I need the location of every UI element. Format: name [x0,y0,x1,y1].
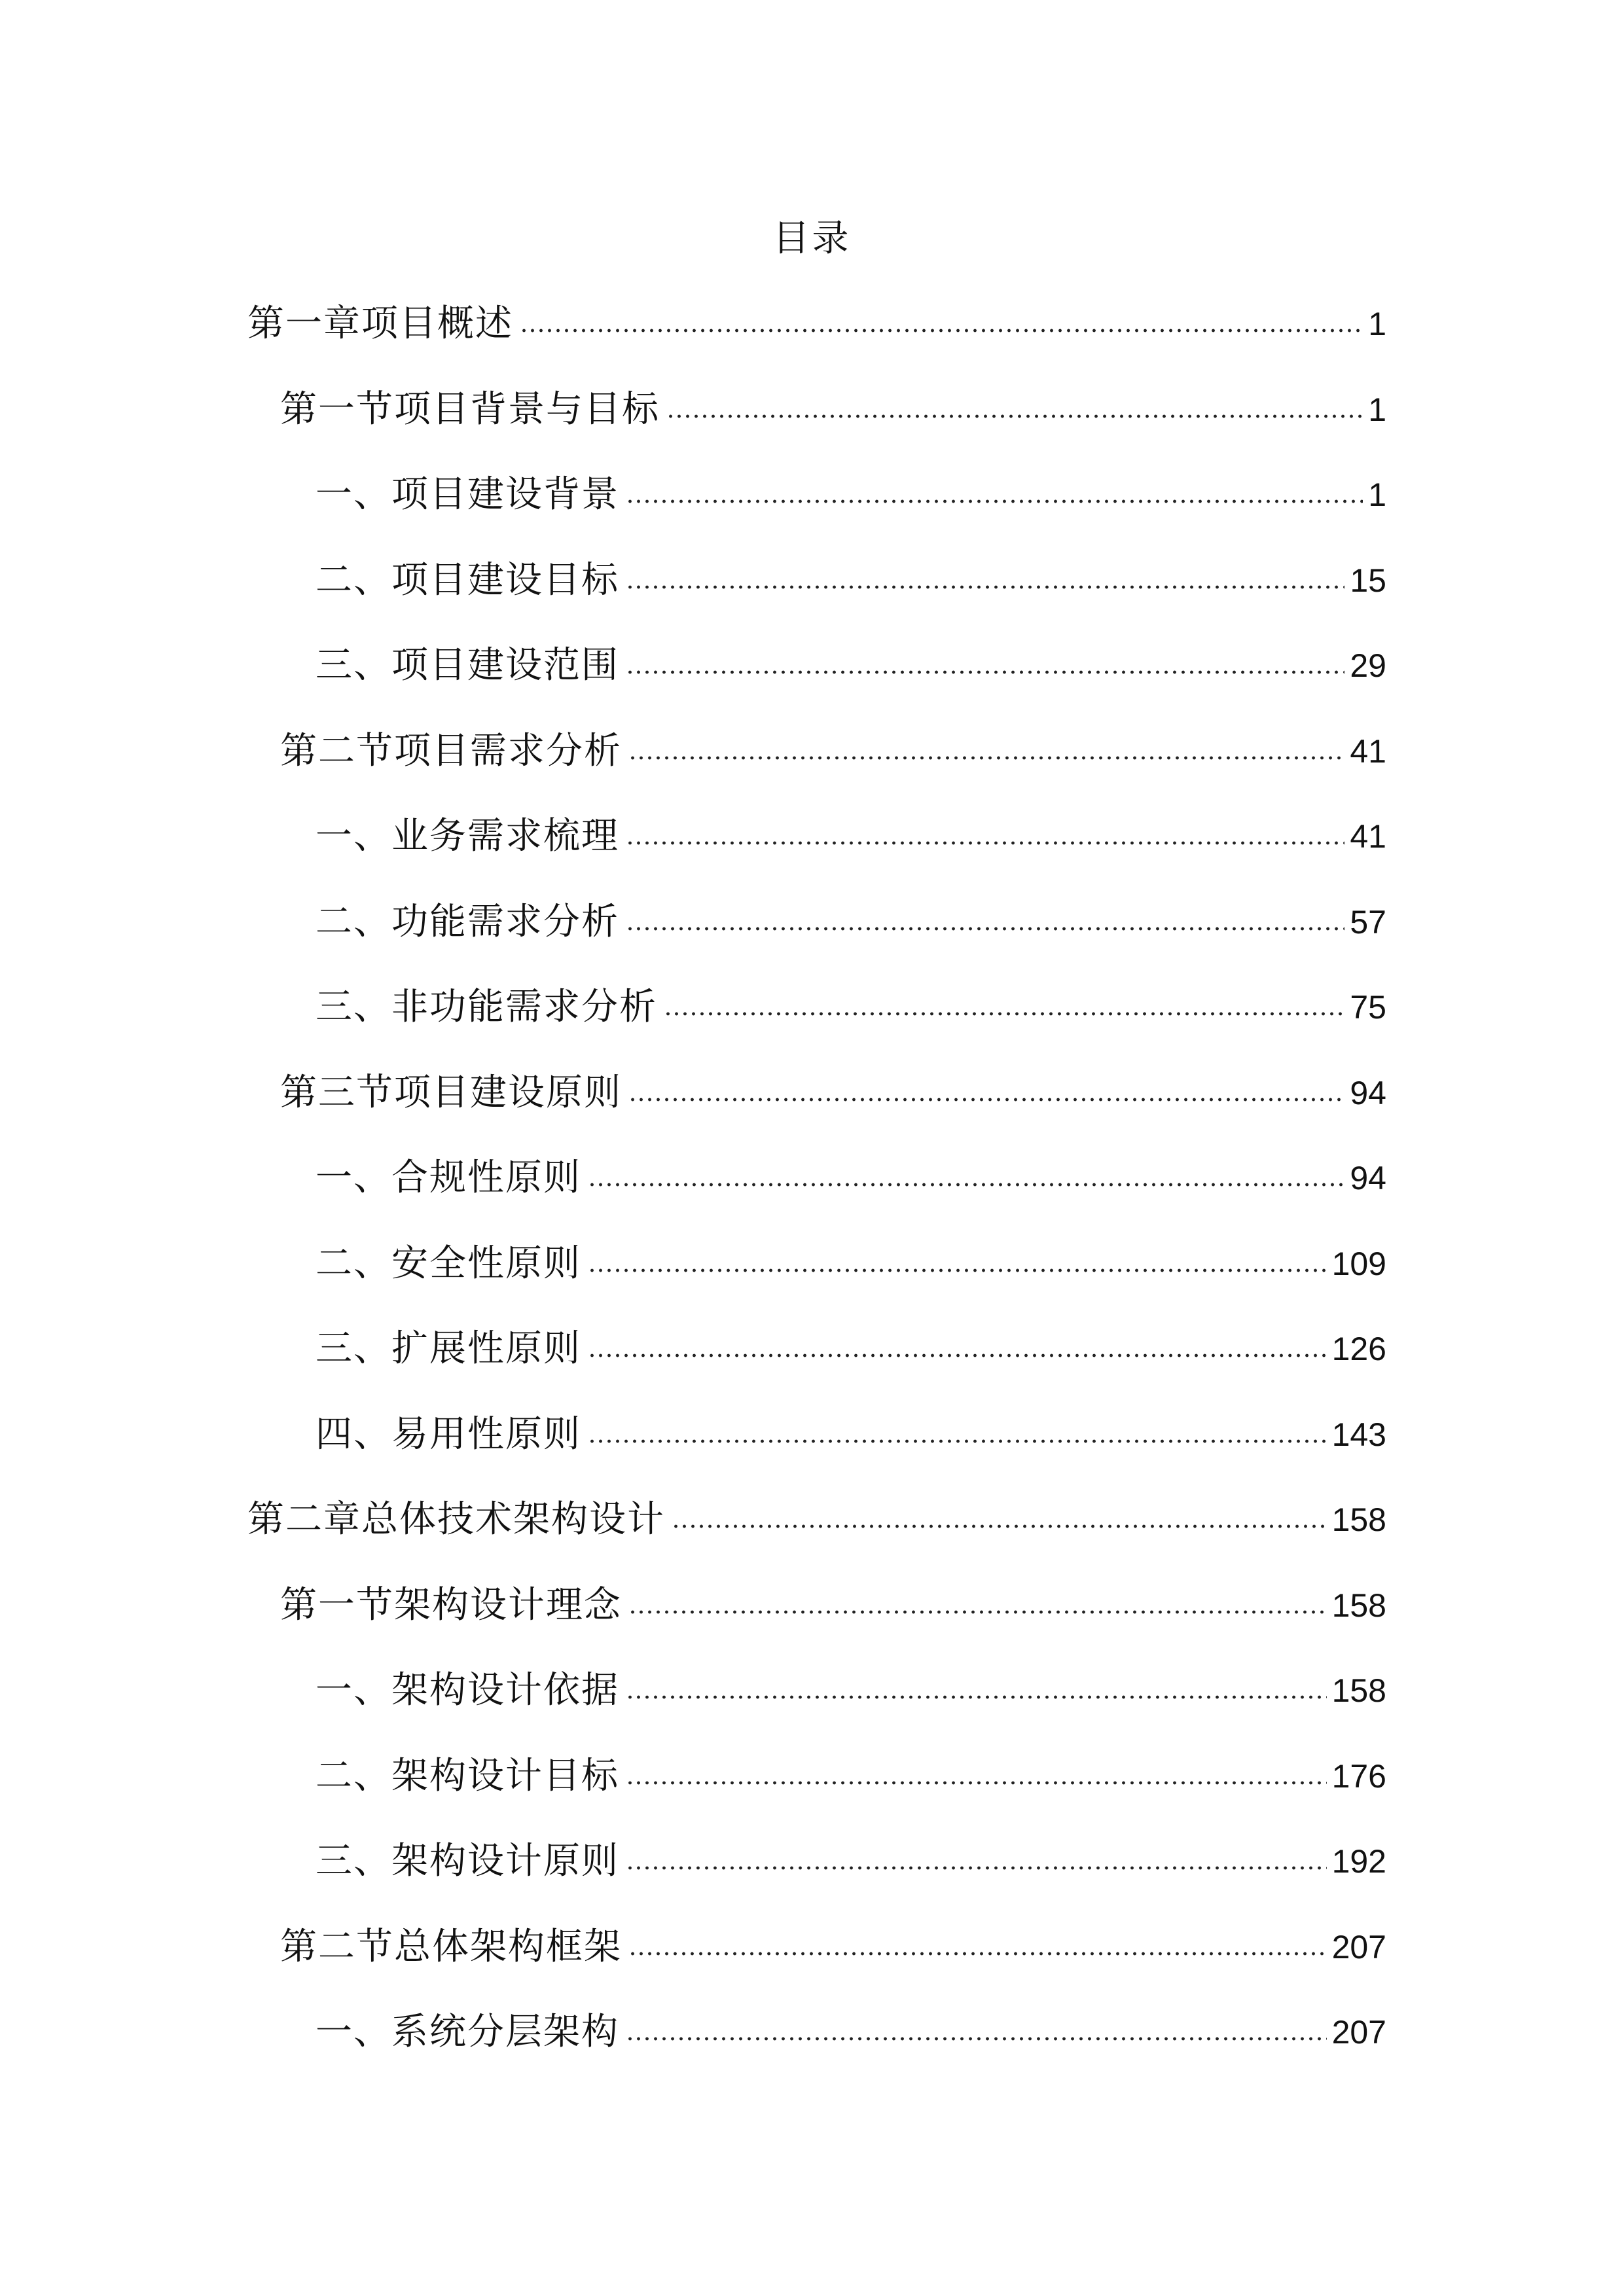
toc-entry[interactable] [316,1323,1386,1375]
toc-dot-leader [520,329,1363,332]
toc-entry[interactable] [316,1238,1386,1290]
toc-dot-leader [626,1866,1327,1870]
toc-dot-leader [588,1268,1327,1272]
toc-entry-page-number: 57 [1350,904,1386,941]
toc-dot-leader [588,1183,1344,1187]
toc-entry-label: 二、项目建设目标 [316,559,619,601]
toc-entry-label: 一、合规性原则 [316,1157,581,1199]
toc-dot-leader [628,1610,1327,1614]
toc-entry-label: 一、架构设计依据 [316,1669,619,1712]
toc-entry-label: 一、系统分层架构 [316,2011,619,2053]
toc-entry[interactable] [280,1579,1386,1632]
toc-dot-leader [626,1781,1327,1785]
toc-entry[interactable] [316,1835,1386,1888]
toc-entry-page-number: 15 [1350,562,1386,599]
toc-dot-leader [628,1952,1327,1956]
toc-entry-label: 第二节总体架构框架 [280,1926,622,1968]
toc-entry-page-number: 158 [1331,1501,1386,1538]
toc-entry[interactable] [247,1494,1386,1546]
toc-entry[interactable] [316,1664,1386,1717]
toc-entry[interactable] [316,639,1386,692]
toc-entry-page-number: 1 [1368,306,1386,342]
toc-entry-page-number: 158 [1331,1587,1386,1624]
toc-entry-page-number: 29 [1350,647,1386,684]
toc-entry-page-number: 207 [1331,2014,1386,2051]
toc-entry-page-number: 109 [1331,1246,1386,1282]
toc-entry-page-number: 41 [1350,733,1386,770]
toc-entry-label: 第一节项目背景与目标 [280,388,660,431]
toc-entry-label: 二、架构设计目标 [316,1755,619,1797]
toc-entry[interactable] [316,1408,1386,1461]
toc-dot-leader [626,585,1344,589]
toc-dot-leader [628,1098,1344,1102]
toc-entry-label: 第二章总体技术架构设计 [247,1498,665,1541]
toc-entry-page-number: 143 [1331,1416,1386,1453]
toc-entry-label: 三、项目建设范围 [316,644,619,687]
toc-entry-page-number: 75 [1350,989,1386,1026]
toc-entry-page-number: 1 [1368,391,1386,428]
toc-entry-label: 二、安全性原则 [316,1242,581,1285]
toc-dot-leader [626,1695,1327,1699]
page-title: 目录 [772,217,852,260]
toc-dot-leader [626,499,1363,503]
toc-entry-page-number: 94 [1350,1160,1386,1196]
toc-entry[interactable] [247,298,1386,350]
toc-entry-label: 四、易用性原则 [316,1413,581,1456]
toc-dot-leader [626,670,1344,674]
toc-entry[interactable] [280,1921,1386,1973]
toc-dot-leader [664,1012,1344,1016]
toc-entry-label: 第三节项目建设原则 [280,1071,622,1114]
toc-dot-leader [672,1524,1327,1528]
toc-dot-leader [626,927,1344,931]
toc-entry[interactable] [280,384,1386,436]
toc-entry-label: 三、架构设计原则 [316,1840,619,1882]
toc-entry[interactable] [280,725,1386,778]
toc-entry[interactable] [316,1152,1386,1204]
toc-entry-page-number: 176 [1331,1758,1386,1795]
toc-dot-leader [666,414,1363,418]
toc-dot-leader [626,2037,1327,2041]
toc-entry[interactable] [280,1067,1386,1119]
toc-entry-label: 一、业务需求梳理 [316,815,619,857]
toc-entry-page-number: 94 [1350,1075,1386,1111]
toc-entry[interactable] [316,1750,1386,1803]
toc-entry-page-number: 158 [1331,1672,1386,1709]
toc-dot-leader [626,841,1344,845]
toc-entry[interactable] [316,896,1386,948]
toc-dot-leader [588,1439,1327,1443]
toc-entry-label: 第二节项目需求分析 [280,730,622,772]
toc-entry-page-number: 41 [1350,818,1386,855]
toc-entry-page-number: 126 [1331,1331,1386,1367]
toc-entry[interactable] [316,981,1386,1033]
toc-entry-label: 三、扩展性原则 [316,1327,581,1370]
toc-entry-page-number: 207 [1331,1929,1386,1965]
toc-dot-leader [588,1354,1327,1357]
toc-entry-label: 一、项目建设背景 [316,473,619,516]
toc-dot-leader [628,756,1344,760]
toc-entry-page-number: 192 [1331,1843,1386,1880]
toc-entry-label: 第一节架构设计理念 [280,1584,622,1626]
toc-entry-label: 二、功能需求分析 [316,901,619,943]
toc-entry-page-number: 1 [1368,476,1386,513]
toc-entry[interactable] [316,2006,1386,2058]
toc-entry-label: 第一章项目概述 [247,302,513,345]
toc-entry[interactable] [316,554,1386,607]
toc-entry[interactable] [316,469,1386,521]
toc-entry[interactable] [316,810,1386,863]
toc-entry-label: 三、非功能需求分析 [316,986,657,1028]
